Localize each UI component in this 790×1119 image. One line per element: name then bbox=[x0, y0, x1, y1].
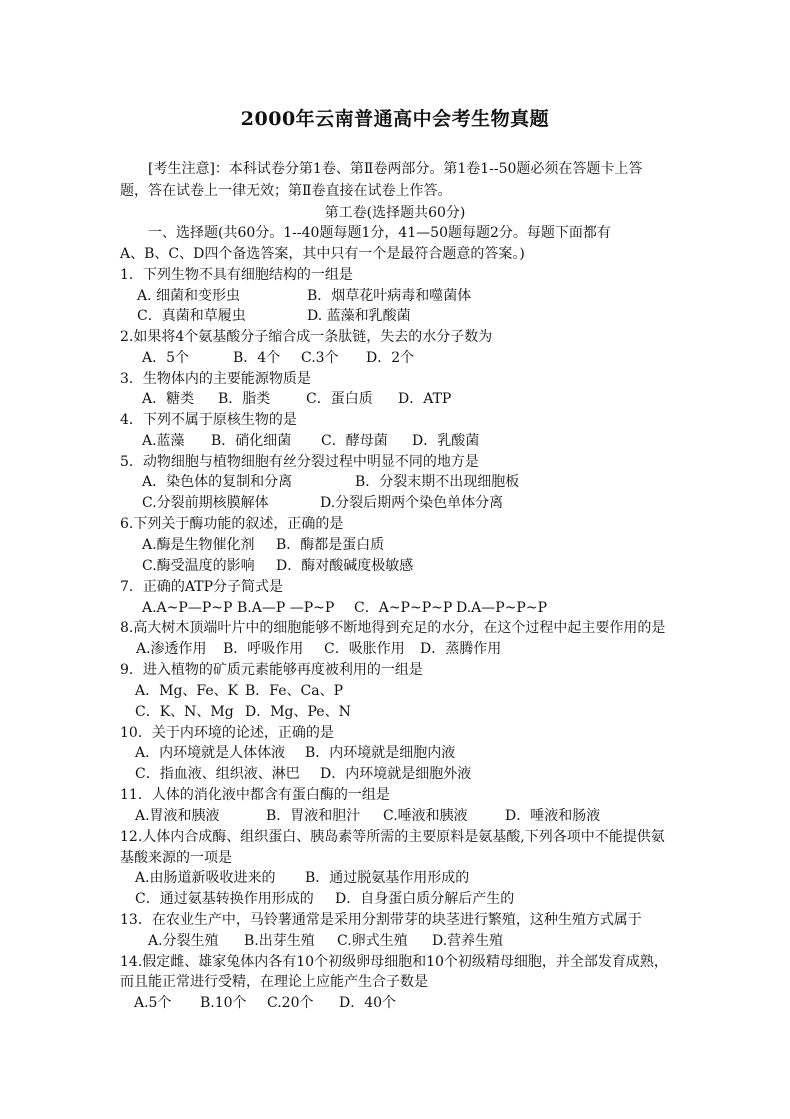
question-10-stem: 10．关于内环境的论述，正确的是 bbox=[120, 725, 334, 741]
question-5-option-a: A．染色体的复制和分离 bbox=[142, 474, 293, 490]
question-2-option-b: B．4个 bbox=[233, 350, 281, 366]
question-9-option-a: A．Mg、Fe、K bbox=[135, 683, 239, 699]
question-13-option-c: C.卵式生殖 bbox=[337, 933, 408, 949]
question-3-option-d: D．ATP bbox=[398, 391, 452, 407]
question-6-option-d: D．酶对酸碱度极敏感 bbox=[276, 558, 414, 574]
question-1-stem: 1．下列生物不具有细胞结构的一组是 bbox=[120, 267, 353, 283]
question-7-option-c: C．A~P~P~P bbox=[354, 600, 453, 616]
question-2-option-c: C.3个 bbox=[301, 350, 339, 366]
question-8-stem: 8.高大树木顶端叶片中的细胞能够不断地得到充足的水分，在这个过程中起主要作用的是 bbox=[120, 620, 666, 636]
question-4-option-c: C．酵母菌 bbox=[321, 433, 388, 449]
question-11-option-a: A.胃液和胰液 bbox=[135, 808, 220, 824]
question-14-stem-line-2: 而且能正常进行受精，在理论上应能产生合子数是 bbox=[120, 974, 428, 990]
question-14-option-d: D．40个 bbox=[339, 995, 397, 1011]
question-14-stem-line-1: 14.假定雌、雄家兔体内各有10个初级卵母细胞和10个初级精母细胞，并全部发育成熟， bbox=[120, 954, 668, 970]
question-11-option-d: D．唾液和肠液 bbox=[505, 808, 601, 824]
question-2-option-a: A．5个 bbox=[142, 350, 190, 366]
question-5-option-c: C.分裂前期核膜解体 bbox=[142, 495, 269, 511]
question-9-option-d: D．Mg、Pe、N bbox=[245, 704, 351, 720]
question-14-option-b: B.10个 bbox=[200, 995, 247, 1011]
question-3-option-c: C．蛋白质 bbox=[306, 391, 373, 407]
question-6-stem: 6.下列关于酶功能的叙述，正确的是 bbox=[120, 516, 344, 532]
question-10-option-c: C．指血液、组织液、淋巴 bbox=[135, 766, 300, 782]
question-9-stem: 9．进入植物的矿质元素能够再度被利用的一组是 bbox=[120, 662, 423, 678]
question-3-stem: 3．生物体内的主要能源物质是 bbox=[120, 371, 311, 387]
question-10-option-b: B．内环境就是细胞内液 bbox=[305, 745, 456, 761]
question-13-option-b: B.出芽生殖 bbox=[244, 933, 315, 949]
question-2-stem: 2.如果将4个氨基酸分子缩合成一条肽链，失去的水分子数为 bbox=[120, 329, 493, 345]
question-1-option-a: A. 细菌和变形虫 bbox=[137, 288, 241, 304]
question-12-option-d: D．自身蛋白质分解后产生的 bbox=[335, 891, 515, 907]
question-12-stem-line-1: 12.人体内合成酶、组织蛋白、胰岛素等所需的主要原料是氨基酸,下列各项中不能提供氨 bbox=[120, 829, 665, 845]
question-10-option-d: D．内环境就是细胞外液 bbox=[320, 766, 472, 782]
question-1-option-b: B．烟草花叶病毒和噬菌体 bbox=[307, 288, 472, 304]
question-8-option-d: D．蒸腾作用 bbox=[420, 641, 502, 657]
section-title: 第工卷(选择题共60分) bbox=[324, 205, 466, 221]
question-3-option-a: A．糖类 bbox=[142, 391, 195, 407]
question-9-option-c: C．K、N、Mg bbox=[135, 704, 234, 720]
question-8-option-a: A.渗透作用 bbox=[136, 641, 207, 657]
question-4-option-a: A.蓝藻 bbox=[142, 433, 185, 449]
question-6-option-c: C.酶受温度的影响 bbox=[142, 558, 255, 574]
question-6-option-a: A.酶是生物催化剂 bbox=[142, 537, 255, 553]
question-6-option-b: B．酶都是蛋白质 bbox=[276, 537, 385, 553]
question-4-option-d: D．乳酸菌 bbox=[412, 433, 480, 449]
question-1-option-c: C．真菌和草履虫 bbox=[137, 308, 246, 324]
question-11-stem: 11．人体的消化液中都含有蛋白酶的一组是 bbox=[120, 787, 390, 803]
question-5-option-d: D.分裂后期两个染色单体分离 bbox=[320, 495, 504, 511]
question-12-stem-line-2: 基酸来源的一项是 bbox=[120, 850, 232, 866]
question-12-option-c: C．通过氨基转换作用形成的 bbox=[135, 891, 314, 907]
question-7-stem: 7．正确的ATP分子简式是 bbox=[120, 579, 284, 595]
question-12-option-b: B．通过脱氨基作用形成的 bbox=[305, 870, 470, 886]
question-13-option-d: D.营养生殖 bbox=[432, 933, 504, 949]
question-14-option-c: C.20个 bbox=[267, 995, 314, 1011]
question-10-option-a: A．内环境就是人体体液 bbox=[135, 745, 286, 761]
question-1-option-d: D. 蓝藻和乳酸菌 bbox=[307, 308, 411, 324]
page-title: 2000年云南普通高中会考生物真题 bbox=[240, 108, 550, 130]
instructions-line-1: 一、选择题(共60分。1--40题每题1分，41—50题每题2分。每题下面都有 bbox=[148, 225, 611, 241]
question-5-option-b: B．分裂末期不出现细胞板 bbox=[355, 474, 520, 490]
question-7-option-a: A.A~P—P~P bbox=[142, 600, 233, 616]
instructions-line-2: A、B、C、D四个备选答案，其中只有一个是最符合题意的答案。) bbox=[120, 246, 525, 262]
question-11-option-c: C.唾液和胰液 bbox=[383, 808, 468, 824]
question-3-option-b: B．脂类 bbox=[218, 391, 271, 407]
question-13-stem: 13．在农业生产中，马铃薯通常是采用分割带芽的块茎进行繁殖，这种生殖方式属于 bbox=[120, 912, 642, 928]
question-9-option-b: B．Fe、Ca、P bbox=[245, 683, 343, 699]
question-2-option-d: D．2个 bbox=[366, 350, 415, 366]
question-5-stem: 5．动物细胞与植物细胞有丝分裂过程中明显不同的地方是 bbox=[120, 454, 479, 470]
question-7-option-d: D.A—P~P~P bbox=[456, 600, 548, 616]
question-12-option-a: A.由肠道新吸收进来的 bbox=[135, 870, 276, 886]
question-11-option-b: B．胃液和胆汁 bbox=[266, 808, 361, 824]
question-14-option-a: A.5个 bbox=[134, 995, 172, 1011]
question-13-option-a: A.分裂生殖 bbox=[148, 933, 219, 949]
question-7-option-b: B.A—P —P~P bbox=[237, 600, 335, 616]
question-8-option-c: C．吸胀作用 bbox=[324, 641, 405, 657]
question-4-option-b: B．硝化细菌 bbox=[211, 433, 292, 449]
exam-notice: [考生注意]：本科试卷分第1卷、第Ⅱ卷两部分。第1卷1--50题必须在答题卡上答题，答在试卷上一律无效；第Ⅱ卷直接在试卷上作答。 bbox=[120, 161, 643, 199]
question-8-option-b: B．呼吸作用 bbox=[223, 641, 304, 657]
question-4-stem: 4．下列不属于原核生物的是 bbox=[120, 412, 297, 428]
